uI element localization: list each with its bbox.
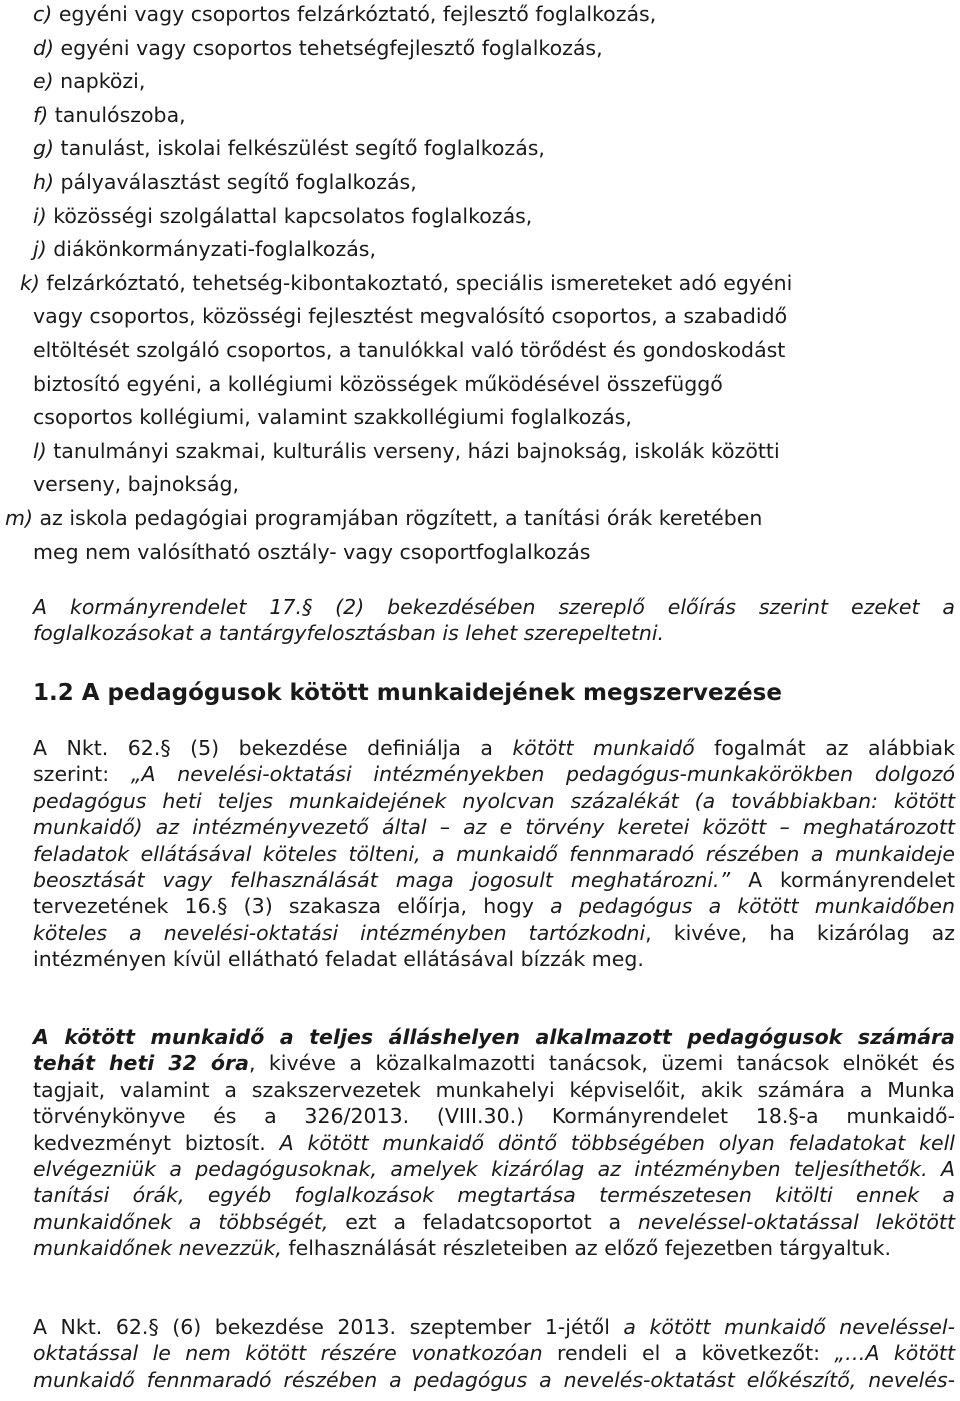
list-text: meg nem valósítható osztály- vagy csoportfoglalkozás	[33, 539, 591, 564]
text-run: „A nevelési-oktatási intézményekben pedagógus-munkakörökben dolgozó	[130, 762, 955, 787]
list-text: eltöltését szolgáló csoportos, a tanulókkal való törődést és gondoskodást	[33, 337, 786, 362]
note-paragraph	[33, 594, 955, 647]
list-text: napközi,	[60, 69, 146, 94]
list-text: biztosító egyéni, a kollégiumi közösségek működésével összefüggő	[33, 371, 723, 396]
list-item-k	[0, 267, 960, 435]
text-run: tehát heti 32 óra	[33, 1051, 249, 1076]
text-run: munkaidő) az intézményvezető által – az e törvény keretei között – meghatározott	[33, 815, 955, 840]
text-run: pedagógus heti teljes munkaidejének nyolcvan százalékát (a továbbiakban: kötött	[33, 788, 955, 813]
list-item-f	[0, 99, 960, 133]
list-text: egyéni vagy csoportos tehetségfejlesztő foglalkozás,	[60, 35, 603, 60]
text-run: A kormányrendelet	[730, 868, 955, 893]
text-run: a pedagógus a kötött munkaidőben	[550, 894, 955, 919]
text-run: köteles a nevelési-oktatási intézményben tartózkodni	[33, 920, 646, 945]
list-text: az iskola pedagógiai programjában rögzített, a tanítási órák keretében	[39, 505, 763, 530]
text-run: feladatok ellátásával köteles tölteni, a munkaidő fennmaradó részében a munkaideje	[33, 841, 955, 866]
text-run: tervezetének 16.§ (3) szakasza előírja, hogy	[33, 894, 551, 919]
text-run: A kötött munkaidő döntő többségében olyan feladatokat kell	[279, 1130, 955, 1155]
text-run: rendeli el a következőt:	[542, 1341, 835, 1366]
list-marker: h)	[33, 169, 54, 194]
list-text: pályaválasztást segítő foglalkozás,	[60, 169, 417, 194]
list-item-l	[0, 435, 960, 502]
list-item-d	[0, 32, 960, 66]
text-run: beosztását vagy felhasználását maga jogosult meghatározni.”	[33, 868, 731, 893]
text-run: oktatással le nem kötött részére vonatkozóan	[33, 1341, 543, 1366]
list-marker: e)	[33, 69, 54, 94]
text-run: ezt a feladatcsoportot a	[328, 1209, 638, 1234]
list-item-e	[0, 65, 960, 99]
list-marker: f)	[33, 102, 49, 127]
paragraph-heti-32-ora	[33, 1024, 955, 1262]
list-text: verseny, bajnokság,	[33, 472, 240, 497]
list-marker: k)	[20, 270, 40, 295]
list-text: diákönkormányzati-foglalkozás,	[53, 237, 376, 262]
text-run: kedvezményt biztosít.	[33, 1130, 280, 1155]
note-line: foglalkozásokat a tantárgyfelosztásban is lehet szerepeltetni.	[33, 621, 665, 646]
text-run: fogalmát az alábbiak	[694, 736, 955, 760]
note-line: A kormányrendelet 17.§ (2) bekezdésében szereplő előírás szerint ezeket a	[33, 595, 955, 619]
text-run: munkaidőnek a többségét,	[33, 1209, 329, 1234]
list-item-j	[0, 233, 960, 267]
text-run: neveléssel-oktatással lekötött	[637, 1209, 955, 1234]
text-run: szerint:	[33, 762, 131, 787]
list-item-i	[0, 200, 960, 234]
list-text: közösségi szolgálattal kapcsolatos foglalkozás,	[53, 203, 533, 228]
activity-list	[0, 0, 960, 569]
text-run: , kivéve a közalkalmazotti tanácsok, üzemi tanácsok elnökét és	[248, 1051, 955, 1076]
list-text: tanulást, iskolai felkészülést segítő foglalkozás,	[60, 136, 545, 161]
list-text: egyéni vagy csoportos felzárkóztató, fejlesztő foglalkozás,	[58, 2, 657, 26]
list-text: tanulószoba,	[54, 102, 186, 127]
list-text: vagy csoportos, közösségi fejlesztést megvalósító csoportos, a szabadidő	[33, 304, 788, 329]
list-item-c	[0, 0, 960, 32]
list-marker: i)	[33, 203, 47, 228]
paragraph-kotott-munkaido-definicio	[33, 735, 955, 973]
list-text: felzárkóztató, tehetség-kibontakoztató, speciális ismereteket adó egyéni	[46, 270, 793, 295]
text-run: a kötött munkaidő neveléssel-	[623, 1315, 956, 1339]
text-run: törvénykönyve és a 326/2013. (VIII.30.) Kormányrendelet 18.§-a munkaidő-	[33, 1104, 955, 1129]
text-run: A kötött munkaidő a teljes álláshelyen alkalmazott pedagógusok számára	[33, 1025, 955, 1049]
list-marker: g)	[33, 136, 55, 161]
list-text: tanulmányi szakmai, kulturális verseny, házi bajnokság, iskolák közötti	[53, 438, 780, 463]
list-marker: c)	[33, 2, 53, 26]
paragraph-nkt-62-6	[33, 1314, 955, 1393]
text-run: tanítási órák, egyéb foglalkozások megtartása természetesen kitölti ennek a	[33, 1183, 955, 1208]
list-item-m	[0, 502, 960, 569]
text-run: tagjait, valamint a szakszervezetek munkahelyi képviselőit, akik számára a Munka	[33, 1077, 955, 1102]
text-run: , kivéve, ha kizárólag az	[645, 920, 955, 945]
text-run: munkaidőnek nevezzük,	[33, 1236, 282, 1261]
list-marker: m)	[5, 505, 33, 530]
text-run: felhasználását részleteiben az előző fejezetben tárgyaltuk.	[281, 1236, 892, 1261]
text-run: kötött munkaidő	[512, 736, 695, 760]
text-run: elvégezniük a pedagógusoknak, amelyek kizárólag az intézményben teljesíthetők. A	[33, 1157, 955, 1182]
text-run: „…A kötött	[834, 1341, 955, 1366]
list-marker: j)	[33, 237, 47, 262]
text-run: munkaidő fennmaradó részében a pedagógus a nevelés-oktatást előkészítő, nevelés-	[33, 1367, 955, 1392]
list-item-h	[0, 166, 960, 200]
text-run: intézményen kívül ellátható feladat ellátásával bízzák meg.	[33, 947, 644, 972]
list-marker: d)	[33, 35, 55, 60]
text-run: A Nkt. 62.§ (5) bekezdése definiálja a	[33, 736, 513, 760]
section-heading: 1.2 A pedagógusok kötött munkaidejének megszervezése	[33, 680, 782, 706]
text-run: A Nkt. 62.§ (6) bekezdése 2013. szeptember 1-jétől	[33, 1315, 624, 1339]
list-item-g	[0, 132, 960, 166]
list-text: csoportos kollégiumi, valamint szakkollégiumi foglalkozás,	[33, 405, 632, 430]
list-marker: l)	[33, 438, 47, 463]
